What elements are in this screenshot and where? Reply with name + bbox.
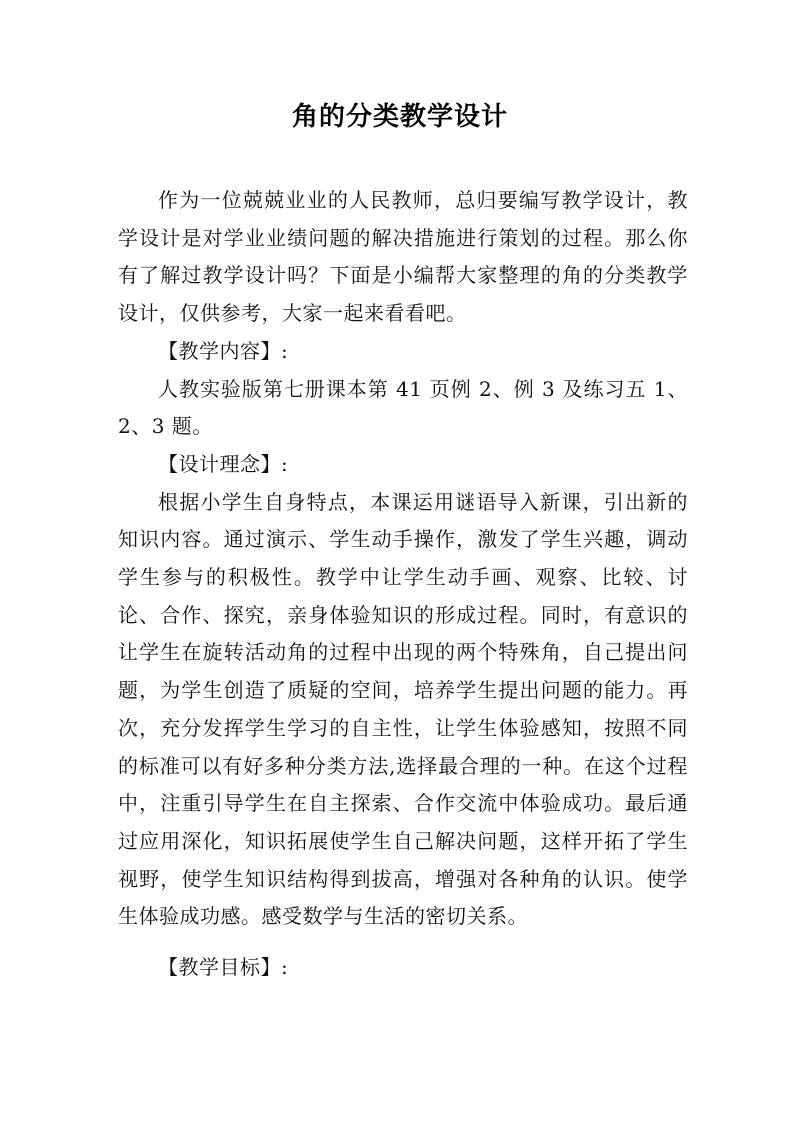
design-concept-paragraph: 根据小学生自身特点，本课运用谜语导入新课，引出新的知识内容。通过演示、学生动手操作，激发了学生兴趣，调动学生参与的积极性。教学中让学生动手画、观察、比较、讨论、合作、探究，亲身体验知识的形成过程。同时，有意识的让学生在旋转活动角的过程中出现的两个特殊角，自己提出问题，为学生创造了质疑的空间，培养学生提出问题的能力。再次，充分发挥学生学习的自主性，让学生体验感知，按照不同的标准可以有好多种分类方法,选择最合理的一种。在这个过程中，注重引导学生在自主探索、合作交流中体验成功。最后通过应用深化，知识拓展使学生自己解决问题，这样开拓了学生视野，使学生知识结构得到拔高，增强对各种角的认识。使学生体验成功感。感受数学与生活的密切关系。 — [118, 489, 688, 929]
document-body — [118, 182, 688, 987]
teaching-content-heading: 【教学内容】: — [158, 338, 289, 363]
intro-paragraph: 作为一位兢兢业业的人民教师，总归要编写教学设计，教学设计是对学业业绩问题的解决措施进行策划的过程。那么你有了解过教学设计吗？下面是小编帮大家整理的角的分类教学设计，仅供参考，大家一起来看看吧。 — [118, 188, 688, 326]
page-title: 角的分类教学设计 — [291, 102, 508, 132]
teaching-content-paragraph: 人教实验版第七册课本第 41 页例 2、例 3 及练习五 1、2、3 题。 — [118, 376, 688, 439]
design-concept-heading: 【设计理念】: — [158, 451, 289, 476]
teaching-goals-heading: 【教学目标】: — [158, 955, 289, 980]
